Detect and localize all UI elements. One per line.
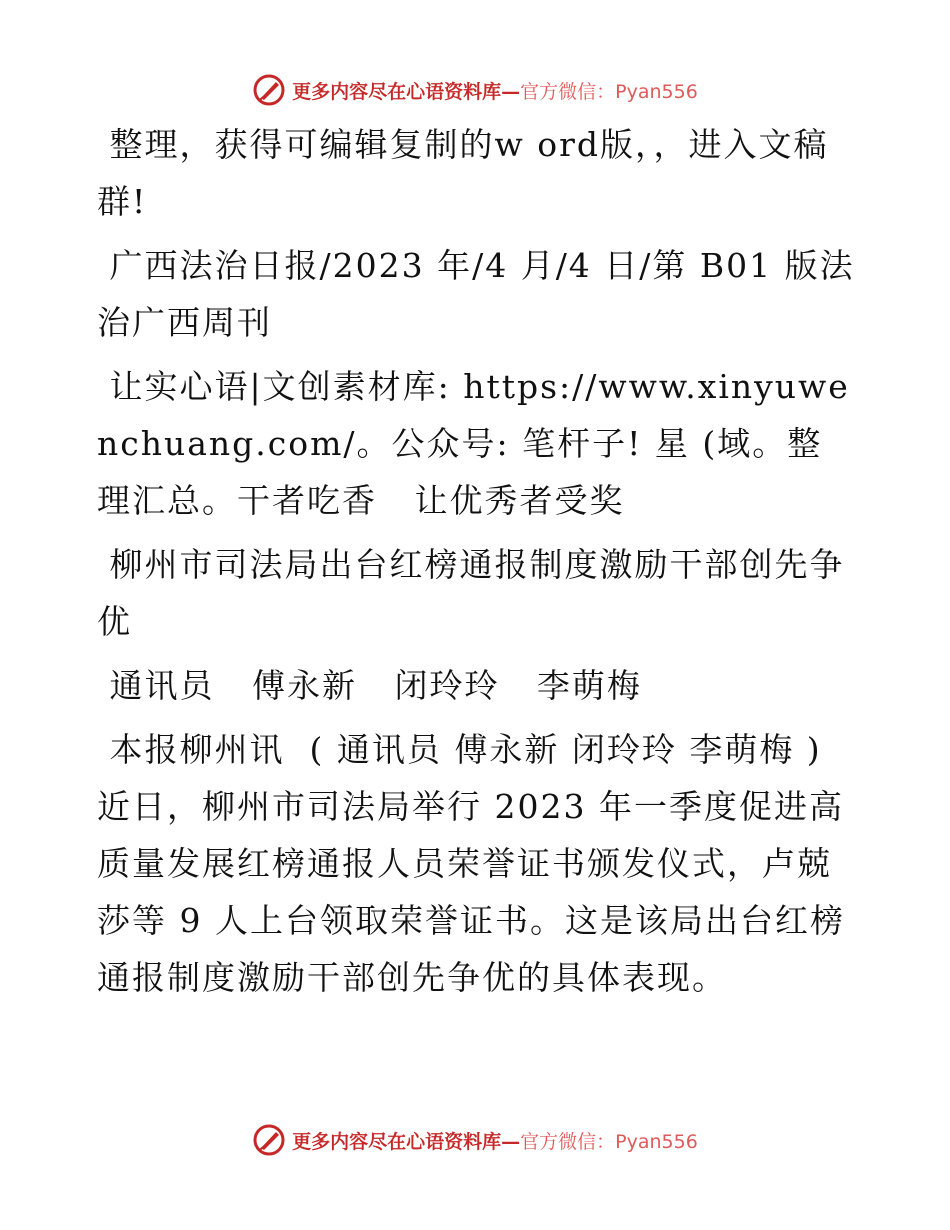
footer-watermark: [0, 1120, 950, 1160]
document-body: [97, 116, 857, 1006]
byline: 通讯员 傅永新 闭玲玲 李萌梅: [97, 666, 642, 705]
header-watermark: [0, 70, 950, 110]
watermark-text: 更多内容尽在心语资料库—: [292, 80, 521, 103]
source-line: 广西法治日报/2023 年/4 月/4 日/第 B01 版法治广西周刊: [97, 246, 855, 342]
watermark-wechat: 官方微信：Pyan556: [520, 1130, 698, 1153]
quill-pen-seal-icon: [252, 73, 286, 107]
library-note-paragraph: 让实心语|文创素材库: https://www.xinyuwenchuang.com/。公众号: 笔杆子! 星 (域。整理汇总。干者吃香 让优秀者受奖: [97, 367, 850, 520]
watermark-wechat: 官方微信：Pyan556: [520, 80, 698, 103]
watermark-text: 更多内容尽在心语资料库—: [292, 1130, 521, 1153]
quill-pen-seal-icon: [252, 1123, 286, 1157]
article-title: 柳州市司法局出台红榜通报制度激励干部创先争优: [97, 545, 845, 641]
intro-paragraph: 整理，获得可编辑复制的w ord版，，进入文稿群!: [97, 125, 829, 221]
article-lead-paragraph: 本报柳州讯 ( 通讯员 傅永新 闭玲玲 李萌梅 ) 近日，柳州市司法局举行 2023 年一季度促进高质量发展红榜通报人员荣誉证书颁发仪式，卢兢莎等 9 人上台领取荣誉证书。这是该局出台红榜通报制度激励干部创先争优的具体表现。: [97, 730, 845, 997]
